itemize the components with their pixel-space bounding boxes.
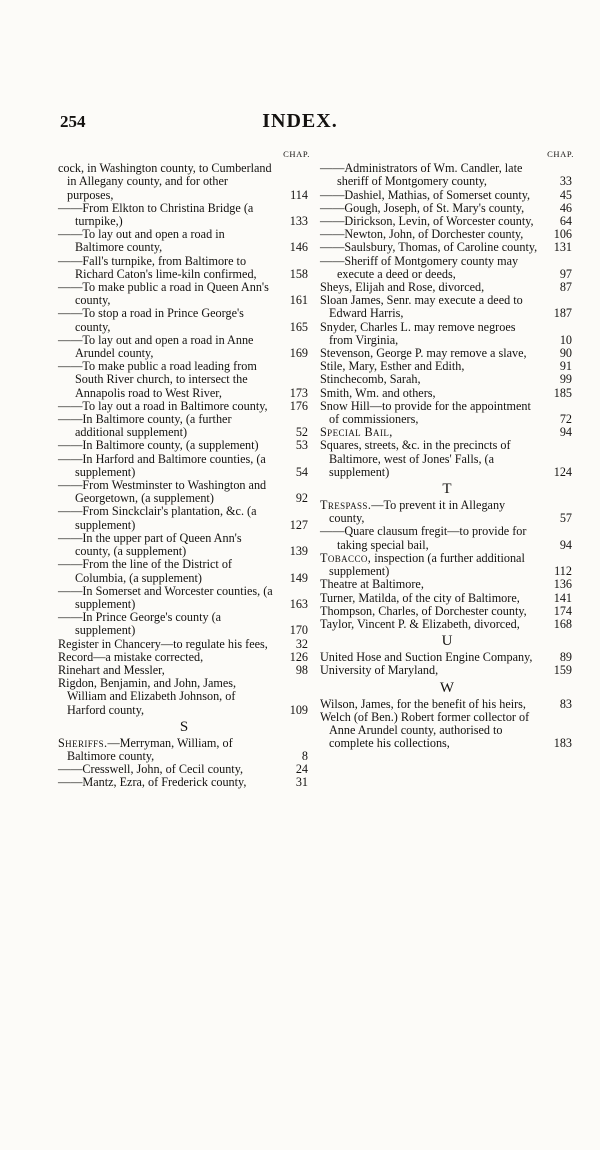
entry-text: ——Dirickson, Levin, of Worcester county,	[320, 214, 534, 229]
entry-text: Rinehart and Messler,	[58, 662, 165, 677]
chapter-number: 57	[559, 511, 572, 526]
entry-text: Stinchecomb, Sarah,	[320, 372, 421, 387]
chapter-number: 10	[559, 332, 572, 347]
chapter-number: 91	[559, 359, 572, 374]
chapter-number: 176	[289, 398, 308, 413]
chapter-number: 169	[289, 346, 308, 361]
index-entry	[58, 776, 310, 789]
chapter-number: 8	[301, 748, 308, 763]
index-entry	[58, 505, 310, 531]
index-entry	[320, 294, 574, 320]
index-entry	[320, 525, 574, 551]
chapter-number: 99	[559, 372, 572, 387]
entry-text: ——Dashiel, Mathias, of Somerset county,	[320, 187, 531, 202]
chapter-number: 83	[559, 696, 572, 711]
index-entry	[58, 558, 310, 584]
index-entry	[58, 281, 310, 307]
chapter-number: 173	[289, 385, 308, 400]
entry-text: ——From the line of the District of Columbia, (a supplement)	[58, 557, 232, 585]
section-letter-w: W	[439, 679, 455, 696]
chapter-number: 98	[295, 662, 308, 677]
index-entry	[58, 479, 310, 505]
index-entry	[320, 499, 574, 525]
entry-text: ——Gough, Joseph, of St. Mary's county,	[320, 200, 525, 215]
index-entry	[320, 162, 574, 188]
entry-text: ——In Baltimore county, (a further additional supplement)	[58, 412, 232, 440]
chapter-number: 24	[295, 762, 308, 777]
entry-text: Theatre at Baltimore,	[320, 577, 424, 592]
index-entry	[58, 360, 310, 400]
index-column-right	[320, 148, 574, 750]
chapter-number: 131	[553, 240, 572, 255]
entry-text: ——In Somerset and Worcester counties, (a supplement)	[58, 583, 273, 611]
chapter-number: 174	[553, 603, 572, 618]
chapter-number: 141	[553, 590, 572, 605]
chapter-number: 46	[559, 200, 572, 215]
chapter-number: 126	[289, 649, 308, 664]
entry-text: University of Maryland,	[320, 663, 439, 678]
chapter-number: 149	[289, 570, 308, 585]
chapter-number: 158	[289, 266, 308, 281]
entry-list-w	[320, 698, 574, 751]
index-entry	[320, 255, 574, 281]
index-entry	[58, 307, 310, 333]
entry-text: Snow Hill—to provide for the appointment of commissioners,	[320, 398, 531, 427]
chapter-number: 112	[554, 564, 572, 579]
entry-text: Register in Chancery—to regulate his fees,	[58, 636, 268, 651]
entry-list	[58, 162, 310, 717]
entry-text: —Merryman, William, of Baltimore county,	[67, 735, 233, 763]
entry-text: ——Administrators of Wm. Candler, late sheriff of Montgomery county,	[320, 161, 523, 189]
chapter-number: 183	[553, 736, 572, 751]
chapter-number: 127	[289, 517, 308, 532]
index-entry	[320, 618, 574, 631]
chapter-number: 92	[295, 491, 308, 506]
index-entry	[58, 453, 310, 479]
entry-text: ——From Elkton to Christina Bridge (a turnpike,)	[58, 200, 254, 229]
chapter-number: 146	[289, 240, 308, 255]
entry-text: Sloan James, Senr. may execute a deed to Edward Harris,	[320, 293, 523, 321]
chapter-number: 159	[553, 663, 572, 678]
entry-heading: Trespass.	[320, 498, 372, 513]
chapter-number: 31	[295, 775, 308, 790]
chapter-number: 106	[553, 227, 572, 242]
page-number: 254	[60, 112, 86, 131]
entry-text: ——Mantz, Ezra, of Frederick county,	[58, 775, 247, 790]
entry-heading: Sheriffs.	[58, 735, 108, 750]
chapter-number: 185	[553, 385, 572, 400]
index-entry	[58, 255, 310, 281]
chap-label: CHAP.	[547, 149, 574, 159]
entry-text: ——To stop a road in Prince George's county,	[58, 306, 244, 334]
chapter-number: 114	[290, 187, 308, 202]
chapter-number: 32	[295, 636, 308, 651]
entry-list	[320, 162, 574, 426]
entry-text: ——Cresswell, John, of Cecil county,	[58, 762, 244, 777]
chapter-number: 87	[559, 280, 572, 295]
index-entry	[58, 202, 310, 228]
chapter-number: 133	[289, 214, 308, 229]
entry-text: Sheys, Elijah and Rose, divorced,	[320, 280, 485, 295]
entry-text: Stile, Mary, Esther and Edith,	[320, 359, 465, 374]
entry-list-t	[320, 499, 574, 631]
section-letter-u: U	[441, 633, 453, 650]
entry-text: Welch (of Ben.) Robert former collector of Anne Arundel county, authorised to complete his collections,	[320, 709, 530, 751]
entry-text: ——Quare clausum fregit—to provide for taking special bail,	[320, 524, 527, 552]
chapter-number: 94	[559, 425, 572, 440]
chapter-number: 97	[559, 266, 572, 281]
page-title: INDEX.	[262, 110, 338, 132]
chapter-number: 163	[289, 596, 308, 611]
chapter-number: 53	[295, 438, 308, 453]
entry-text: ——In Harford and Baltimore counties, (a supplement)	[58, 451, 266, 479]
index-entry	[58, 532, 310, 558]
index-entry	[58, 611, 310, 637]
chap-label: CHAP.	[283, 149, 310, 159]
entry-text: Snyder, Charles L. may remove negroes from Virginia,	[320, 319, 516, 347]
index-column-left	[58, 148, 310, 790]
entry-text: Rigdon, Benjamin, and John, James, William and Elizabeth Johnson, of Harford county,	[58, 676, 237, 717]
entry-text: ——To lay out a road in Baltimore county,	[58, 398, 268, 413]
chapter-number: 52	[295, 425, 308, 440]
entry-list-u	[320, 651, 574, 677]
entry-text: United Hose and Suction Engine Company,	[320, 650, 533, 665]
entry-text: ——From Sinckclair's plantation, &c. (a supplement)	[58, 504, 257, 532]
index-entry-squares	[320, 439, 574, 479]
entry-text: Taylor, Vincent P. & Elizabeth, divorced,	[320, 616, 520, 631]
index-entry	[58, 677, 310, 717]
chapter-number: 90	[559, 346, 572, 361]
section-letter-t: T	[442, 481, 452, 498]
index-entry	[58, 334, 310, 360]
entry-text: Turner, Matilda, of the city of Baltimore,	[320, 590, 520, 605]
chapter-number: 72	[559, 412, 572, 427]
entry-text: ——To lay out and open a road in Baltimore county,	[58, 227, 225, 255]
chapter-number: 139	[289, 544, 308, 559]
entry-text: Wilson, James, for the benefit of his heirs,	[320, 696, 526, 711]
chapter-number: 161	[289, 293, 308, 308]
entry-text: Squares, streets, &c. in the precincts of Baltimore, west of Jones' Falls, (a supplement)	[320, 438, 511, 479]
chapter-number: 187	[553, 306, 572, 321]
entry-list-s	[58, 737, 310, 790]
chapter-number: 45	[559, 187, 572, 202]
entry-text: inspection (a further additional supplement)	[329, 550, 525, 579]
index-entry	[320, 400, 574, 426]
section-letter-s: S	[179, 718, 189, 735]
entry-heading: Special Bail,	[320, 425, 393, 440]
entry-text: Record—a mistake corrected,	[58, 649, 204, 664]
chapter-number: 109	[289, 702, 308, 717]
index-entry	[320, 664, 574, 677]
entry-text: ——To make public a road leading from South River church, to intersect the Annapolis road to West River,	[58, 359, 257, 400]
entry-text: ——Newton, John, of Dorchester county,	[320, 227, 524, 242]
index-entry	[320, 711, 574, 751]
index-entry	[320, 321, 574, 347]
chapter-number: 124	[553, 464, 572, 479]
entry-text: ——To lay out and open a road in Anne Arundel county,	[58, 332, 254, 361]
chapter-number: 54	[295, 464, 308, 479]
chapter-number: 33	[559, 174, 572, 189]
entry-text: cock, in Washington county, to Cumberland in Allegany county, and for other purposes,	[58, 161, 272, 202]
chapter-number: 168	[553, 616, 572, 631]
entry-text: ——In Baltimore county, (a supplement)	[58, 438, 259, 453]
entry-text: ——In the upper part of Queen Ann's county, (a supplement)	[58, 530, 242, 559]
entry-text: ——In Prince George's county (a supplement)	[58, 610, 222, 638]
index-entry	[320, 552, 574, 578]
index-entry	[58, 413, 310, 439]
entry-text: ——To make public a road in Queen Ann's county,	[58, 280, 269, 308]
page-header	[0, 112, 600, 138]
chapter-number: 89	[559, 650, 572, 665]
chapter-number: 165	[289, 319, 308, 334]
entry-heading: Tobacco,	[320, 550, 372, 565]
index-entry	[58, 585, 310, 611]
entry-text: Stevenson, George P. may remove a slave,	[320, 346, 527, 361]
entry-text: ——Saulsbury, Thomas, of Caroline county,	[320, 240, 538, 255]
index-entry	[58, 228, 310, 254]
entry-text: ——Sheriff of Montgomery county may execute a deed or deeds,	[320, 253, 519, 281]
entry-text: Thompson, Charles, of Dorchester county,	[320, 603, 527, 618]
index-entry	[58, 737, 310, 763]
entry-text: —To prevent it in Allegany county,	[329, 498, 506, 526]
chapter-number: 170	[289, 623, 308, 638]
index-entry	[58, 162, 310, 202]
entry-text: Smith, Wm. and others,	[320, 385, 436, 400]
chapter-number: 64	[559, 214, 572, 229]
chapter-number: 136	[553, 577, 572, 592]
entry-text: ——From Westminster to Washington and Georgetown, (a supplement)	[58, 478, 267, 506]
chapter-number: 94	[559, 537, 572, 552]
entry-text: ——Fall's turnpike, from Baltimore to Richard Caton's lime-kiln confirmed,	[58, 253, 257, 281]
